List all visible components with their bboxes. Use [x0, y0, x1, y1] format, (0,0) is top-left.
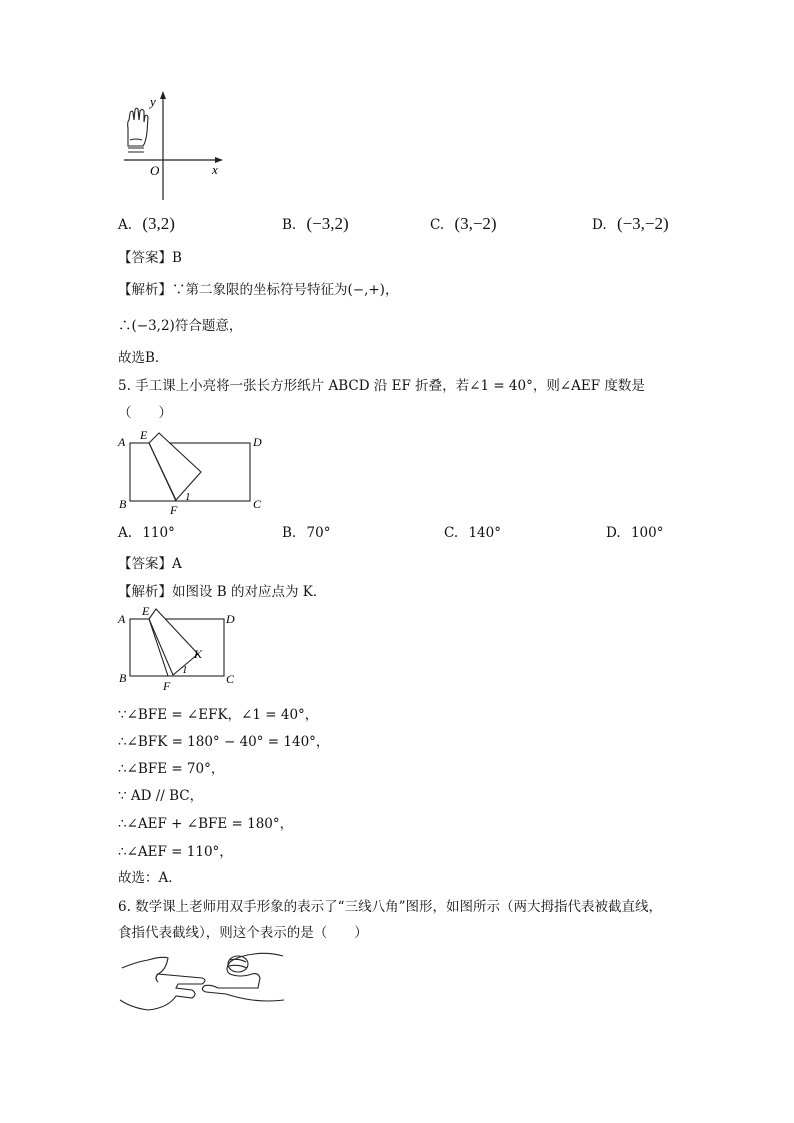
q5-option-d[interactable]: D. 100°: [606, 525, 664, 541]
q5-step-6: ∴∠AEF = 110°，: [118, 844, 233, 860]
label-b: B: [119, 671, 127, 685]
q4-answer: 【答案】B: [118, 250, 182, 266]
q5-analysis-figure: [116, 602, 246, 694]
y-axis-label: y: [150, 94, 156, 109]
origin-label: O: [150, 163, 160, 178]
q6-hands-figure: [118, 948, 288, 1016]
label-angle-1: 1: [185, 491, 191, 503]
q4-options: [118, 214, 678, 236]
q5-step-1: ∵∠BFE = ∠EFK，∠1 = 40°，: [118, 707, 319, 723]
label-e: E: [142, 604, 150, 618]
left-hand-icon: [120, 957, 205, 1010]
right-hand-icon: [202, 953, 284, 1001]
label-d: D: [226, 612, 235, 626]
q5-step-5: ∴∠AEF + ∠BFE = 180°，: [118, 816, 294, 832]
q5-blank: （ ）: [118, 405, 172, 421]
q4-coordinate-figure: [116, 90, 228, 205]
label-c: C: [253, 497, 262, 511]
q4-analysis-line-2: ∴(−3,2)符合题意，: [118, 318, 243, 334]
q4-option-b[interactable]: B. (−3,2): [282, 214, 349, 233]
label-f: F: [170, 503, 178, 516]
q5-option-b[interactable]: B. 70°: [282, 525, 331, 541]
q5-option-c[interactable]: C. 140°: [444, 525, 501, 541]
q5-analysis: 【解析】如图设 B 的对应点为 K．: [118, 584, 327, 600]
label-k: K: [194, 647, 203, 661]
label-c: C: [226, 672, 235, 686]
q5-step-7: 故选：A．: [118, 870, 182, 886]
q4-analysis-line-3: 故选B．: [118, 350, 169, 366]
x-axis-label: x: [212, 162, 218, 177]
q5-answer: 【答案】A: [118, 556, 182, 572]
q5-fold-figure: [116, 428, 266, 516]
label-b: B: [119, 497, 127, 511]
q4-option-a[interactable]: A. (3,2): [118, 214, 175, 233]
q5-options: [118, 525, 678, 547]
q4-option-d[interactable]: D. (−3,−2): [592, 214, 669, 233]
label-a: A: [118, 612, 126, 626]
q5-step-3: ∴∠BFE = 70°，: [118, 761, 225, 777]
q4-option-c[interactable]: C. (3,−2): [430, 214, 497, 233]
label-f: F: [163, 679, 171, 693]
label-a: A: [118, 435, 126, 449]
hand-icon: [128, 108, 148, 152]
q6-stem-line-2: 食指代表截线），则这个表示的是（ ）: [118, 925, 368, 941]
label-d: D: [253, 435, 262, 449]
label-e: E: [140, 428, 148, 442]
label-angle-1: 1: [182, 664, 188, 676]
q5-step-4: ∵ AD // BC，: [118, 788, 204, 804]
q5-option-a[interactable]: A. 110°: [118, 525, 175, 541]
q4-analysis: 【解析】∵第二象限的坐标符号特征为(−,+)，: [118, 282, 399, 298]
q6-stem-line-1: 6. 数学课上老师用双手形象的表示了“三线八角”图形，如图所示（两大拇指代表被截直线，: [118, 899, 662, 915]
q5-step-2: ∴∠BFK = 180° − 40° = 140°，: [118, 734, 330, 750]
q5-stem: 5. 手工课上小亮将一张长方形纸片 ABCD 沿 EF 折叠，若∠1 = 40°，则∠AEF 度数是: [118, 378, 645, 394]
